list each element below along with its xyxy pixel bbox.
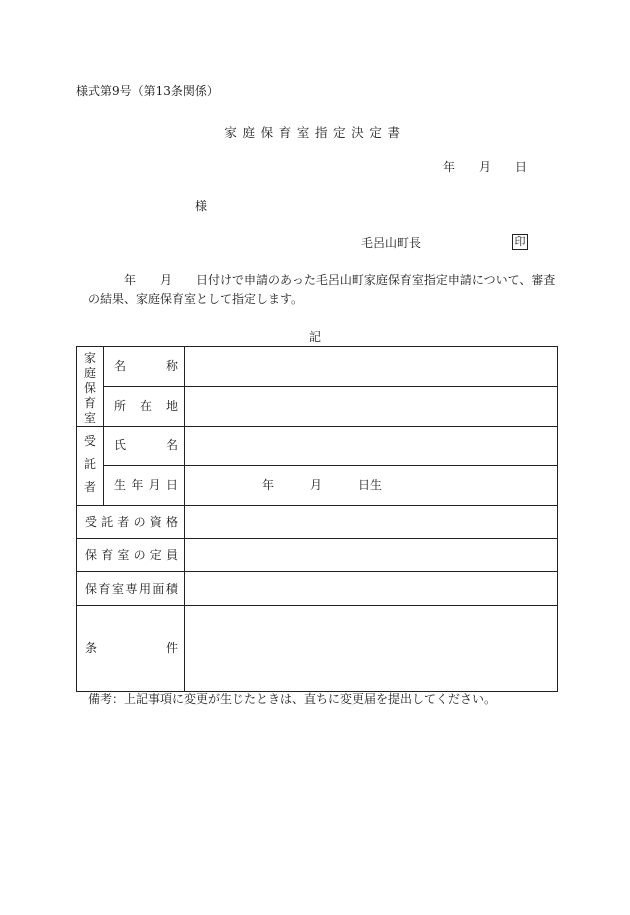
body-year-label: 年 [124, 273, 137, 287]
seal-mark: 印 [512, 234, 528, 250]
trustee-name-field[interactable] [185, 427, 557, 465]
addressee-honorific: 様 [195, 199, 208, 213]
form-number: 様式第9号（第13条関係） [76, 84, 219, 98]
label-name: 名 称 [114, 359, 178, 373]
date-month-label: 月 [479, 160, 492, 174]
body-line-1 [0, 273, 630, 287]
body-month-label: 月 [160, 273, 173, 287]
birthdate-year-label: 年 [262, 478, 275, 492]
facility-location-field[interactable] [185, 387, 557, 426]
form-table [76, 346, 558, 692]
table-rule [103, 465, 557, 466]
vertical-char: 受 [83, 434, 96, 448]
birthdate-day-label: 日生 [358, 478, 383, 492]
area-field[interactable] [185, 572, 557, 605]
capacity-field[interactable] [185, 539, 557, 571]
vertical-char: 庭 [83, 366, 96, 380]
conditions-field[interactable] [185, 606, 557, 691]
date-year-label: 年 [443, 160, 456, 174]
birthdate-month-label: 月 [310, 478, 323, 492]
label-conditions: 条 件 [85, 641, 178, 655]
facility-name-field[interactable] [185, 347, 557, 386]
vertical-char: 室 [83, 411, 96, 425]
qualification-field[interactable] [185, 506, 557, 538]
label-capacity: 保 育 室 の 定 員 [85, 548, 178, 562]
issuer-name: 毛呂山町長 [361, 236, 422, 250]
group-label-facility [82, 351, 98, 426]
label-area: 保 育 室 専 用 面 積 [85, 582, 178, 596]
body-text-1: 日付けで申請のあった毛呂山町家庭保育室指定申請について、審査 [196, 273, 556, 287]
vertical-char: 家 [83, 351, 96, 365]
document-title: 家庭保育室指定決定書 [224, 125, 406, 140]
table-rule [103, 347, 104, 505]
vertical-char: 保 [83, 381, 96, 395]
date-day-label: 日 [515, 160, 528, 174]
vertical-char: 託 [83, 457, 96, 471]
vertical-char: 育 [83, 396, 96, 410]
group-label-trustee [82, 430, 98, 499]
note-text: 備考：上記事項に変更が生じたときは、直ちに変更届を提出してください。 [88, 692, 497, 706]
label-location: 所 在 地 [114, 399, 178, 413]
record-label: 記 [308, 330, 321, 344]
vertical-char: 者 [83, 480, 96, 494]
label-birthdate: 生 年 月 日 [114, 478, 178, 492]
label-person-name: 氏 名 [114, 438, 178, 452]
body-line-2: の結果、家庭保育室として指定します。 [88, 292, 304, 306]
label-qualification: 受 託 者 の 資 格 [85, 515, 178, 529]
